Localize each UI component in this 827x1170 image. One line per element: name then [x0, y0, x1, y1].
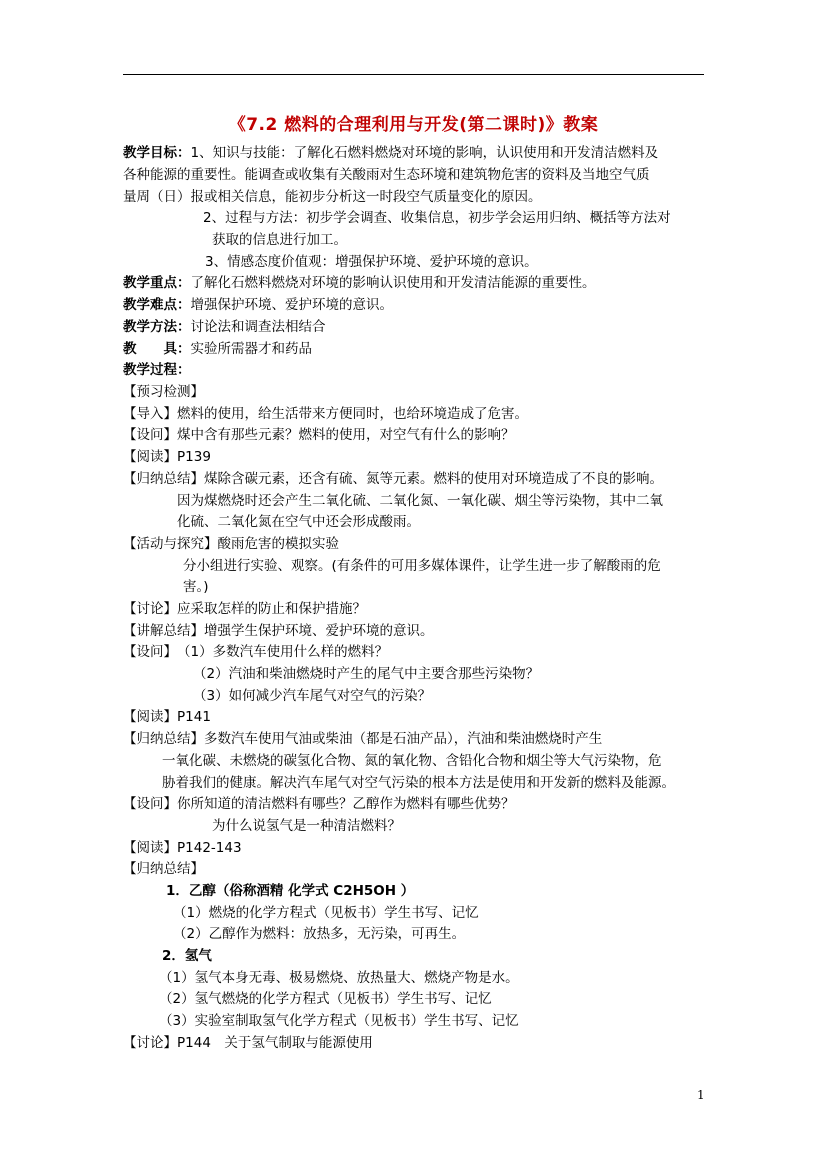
objectives-line-1: 教学目标：1、知识与技能：了解化石燃料燃烧对环境的影响，认识使用和开发清洁燃料及 [123, 145, 659, 161]
line-hydrogen-3: （3）实验室制取氢气化学方程式（见板书）学生书写、记忆 [159, 1013, 519, 1029]
line-hydrogen-1: （1）氢气本身无毒、极易燃烧、放热量大、燃烧产物是水。 [159, 970, 519, 986]
line-summary-2c: 胁着我们的健康。解决汽车尾气对空气污染的根本方法是使用和开发新的燃料及能源。 [162, 775, 675, 791]
line-question-2: 【设问】 （1）多数汽车使用什么样的燃料？ [123, 644, 389, 660]
objectives-label: 教学目标： [123, 145, 191, 161]
line-question-3: 【设问】你所知道的清洁燃料有哪些？乙醇作为燃料有哪些优势？ [123, 796, 515, 812]
line-discussion-2: 【讨论】P144 关于氢气制取与能源使用 [123, 1035, 373, 1051]
heading-ethanol: 1．乙醇（俗称酒精 化学式 C2H5OH ） [166, 883, 415, 899]
objectives-line-4: 2、过程与方法：初步学会调查、收集信息，初步学会运用归纳、概括等方法对 [203, 210, 671, 226]
header-rule [123, 74, 704, 75]
objectives-line-2: 各种能源的重要性。能调查或收集有关酸雨对生态环境和建筑物危害的资料及当地空气质 [123, 167, 650, 183]
line-summary-1: 【归纳总结】煤除含碳元素，还含有硫、氮等元素。燃料的使用对环境造成了不良的影响。 [123, 471, 663, 487]
line-reading-2: 【阅读】P141 [123, 709, 211, 725]
line-preview-check: 【预习检测】 [123, 384, 204, 400]
line-hydrogen-2: （2）氢气燃烧的化学方程式（见板书）学生书写、记忆 [159, 991, 492, 1007]
line-ethanol-1: （1）燃烧的化学方程式（见板书）学生书写、记忆 [173, 905, 479, 921]
line-question-3b: 为什么说氢气是一种清洁燃料？ [212, 818, 401, 834]
line-question-2c: （3）如何减少汽车尾气对空气的污染？ [193, 688, 432, 704]
process-label: 教学过程： [123, 362, 191, 378]
line-intro: 【导入】燃料的使用，给生活带来方便同时，也给环境造成了危害。 [123, 406, 528, 422]
line-summary-2b: 一氧化碳、未燃烧的碳氢化合物、氮的氧化物、含铅化合物和烟尘等大气污染物，危 [162, 753, 662, 769]
line-question-1: 【设问】煤中含有那些元素？燃料的使用，对空气有什么的影响？ [123, 427, 515, 443]
line-reading-3: 【阅读】P142-143 [123, 840, 242, 856]
line-summary-3: 【归纳总结】 [123, 861, 204, 877]
method: 教学方法：讨论法和调查法相结合 [123, 319, 326, 335]
difficulty: 教学难点：增强保护环境、爱护环境的意识。 [123, 297, 393, 313]
line-summary-2: 【归纳总结】多数汽车使用气油或柴油（都是石油产品），汽油和柴油燃烧时产生 [123, 731, 603, 747]
heading-hydrogen: 2．氢气 [162, 948, 212, 964]
line-summary-1c: 化硫、二氧化氮在空气中还会形成酸雨。 [177, 514, 420, 530]
line-activity-b: 分小组进行实验、观察。(有条件的可用多媒体课件，让学生进一步了解酸雨的危 [183, 558, 661, 574]
objectives-line-5: 获取的信息进行加工。 [212, 232, 347, 248]
key-point: 教学重点：了解化石燃料燃烧对环境的影响认识使用和开发清洁能源的重要性。 [123, 275, 596, 291]
objectives-line-3: 量周（日）报或相关信息，能初步分析这一时段空气质量变化的原因。 [123, 189, 542, 205]
line-summary-1b: 因为煤燃烧时还会产生二氧化硫、二氧化氮、一氧化碳、烟尘等污染物，其中二氧 [177, 493, 663, 509]
page-number: 1 [697, 1088, 705, 1102]
document-title: 《7.2 燃料的合理利用与开发(第二课时)》教案 [228, 115, 599, 135]
line-question-2b: （2）汽油和柴油燃烧时产生的尾气中主要含那些污染物？ [193, 666, 540, 682]
line-lecture-summary: 【讲解总结】增强学生保护环境、爱护环境的意识。 [123, 623, 434, 639]
objectives-line-6: 3、情感态度价值观：增强保护环境、爱护环境的意识。 [205, 254, 538, 270]
line-activity-c: 害。) [183, 579, 209, 595]
line-ethanol-2: （2）乙醇作为燃料：放热多，无污染，可再生。 [173, 926, 466, 942]
line-reading-1: 【阅读】P139 [123, 449, 211, 465]
line-discussion-1: 【讨论】应采取怎样的防止和保护措施？ [123, 601, 366, 617]
teaching-tools: 教 具：实验所需器才和药品 [123, 341, 312, 357]
line-activity: 【活动与探究】酸雨危害的模拟实验 [123, 536, 339, 552]
